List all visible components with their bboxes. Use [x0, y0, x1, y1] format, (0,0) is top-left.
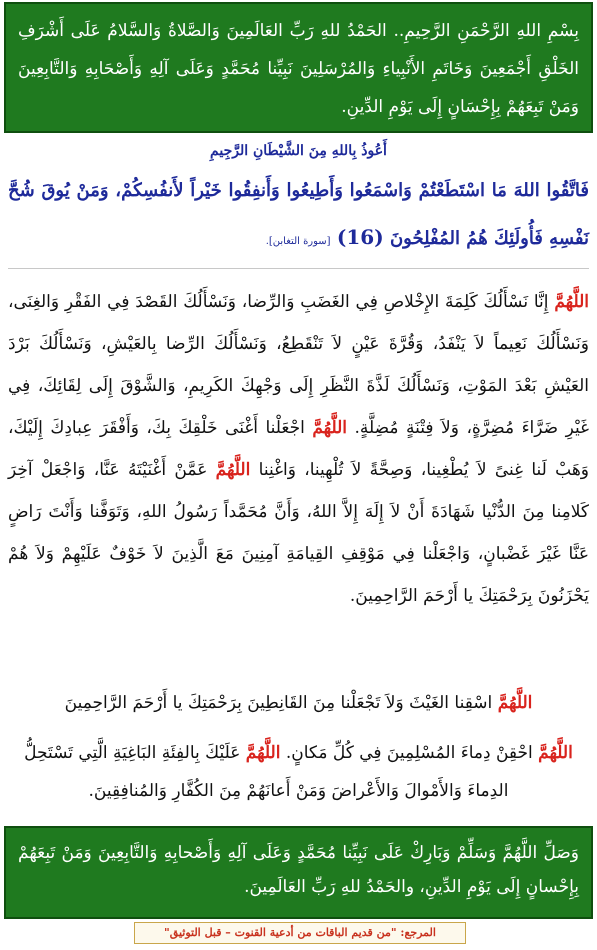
dua-main-part-2: اجْعَلْنا أَغْنَى خَلْقِكَ بِكَ، وَأَفْقَرَ عِبادِكَ إِلَيْكَ، وَهَبْ لَنا غِنىً لاَ يُطْغِينا، وَصِحَّةً لاَ تُلْهِينا، وَاغْنِنا: [8, 418, 589, 480]
allahumma-word: اللَّهُمَّ: [554, 292, 589, 312]
footer-closing-box: [4, 826, 593, 919]
dua-rain-line: [8, 688, 589, 718]
verse-number: (16): [336, 225, 384, 249]
quran-verse: [8, 168, 589, 265]
allahumma-word: اللَّهُمَّ: [538, 743, 573, 763]
reference-citation: المرجع: "من قديم الباقات من أدعية القنوت – قبل التوثيق": [134, 922, 466, 944]
dua-protect-part-2: عَلَيْكَ بِالفِئَةِ البَاغِيَةِ الَّتِي تَسْتَحِلُّ الدِماءَ وَالأَمْوالَ وَالأَعْراضَ وَمَنْ أَعانَهُمْ مِنَ الكُفَّارِ وَالمُنافِقِينَ.: [24, 743, 509, 801]
dua-protect-paragraph: [8, 734, 589, 810]
allahumma-word: اللَّهُمَّ: [245, 743, 281, 763]
dua-main-paragraph: [8, 281, 589, 617]
dua-main-part-3: عَمَّنْ أَغْنَيْتَهُ عَنَّا، وَاجْعَلْ آخِرَ كَلامِنا مِنَ الدُّنْيا شَهَادَةَ أَنْ لاَ إِلَهَ إِلاَّ اللهُ، وَأَنَّ مُحَمَّداً رَسُولُ اللهِ، وَتَوَفَّنا وَأَنْتَ رَاضٍ عَنَّا غَيْرَ غَضْبانٍ، وَاجْعَلْنا فِي مَوْقِفِ القِيامَةِ آمِنِينَ مَعَ الَّذِينَ لاَ خَوْفٌ عَلَيْهِمْ وَلاَ هُمْ يَحْزَنُونَ بِرَحْمَتِكَ يا أَرْحَمَ الرَّاحِمِينَ.: [8, 460, 589, 606]
allahumma-word: اللَّهُمَّ: [312, 418, 348, 438]
dua-protect-part-1: احْقِنْ دِماءَ المُسْلِمِينَ فِي كُلِّ مَكانٍ.: [280, 743, 539, 763]
header-opening-text: بِسْمِ اللهِ الرَّحْمَنِ الرَّحِيمِ.. الحَمْدُ للهِ رَبِّ العَالَمِينَ وَالصَّلاةُ وَالسَّلامُ عَلَى أَشْرَفِ الخَلْقِ أَجْمَعِينَ وَخَاتَمِ الأَنْبِياءِ وَالمُرْسَلِينَ نَبِيِّنا مُحَمَّدٍ وَعَلَى آلِهِ وَأَصْحَابِهِ وَالتَّابِعِينَ وَمَنْ تَبِعَهُمْ بِإِحْسَانٍ إِلَى يَوْمِ الدِّينِ.: [18, 21, 579, 117]
allahumma-word: اللَّهُمَّ: [497, 693, 533, 713]
verse-text: فَاتَّقُوا اللهَ مَا اسْتَطَعْتُمْ وَاسْمَعُوا وَأَطِيعُوا وَأَنفِقُوا خَيْراً لأَنفُسِكُمْ، وَمَنْ يُوقَ شُحَّ نَفْسِهِ فَأُولَئِكَ هُمُ المُفْلِحُونَ: [8, 180, 589, 249]
dua-main-part-1: إِنَّا نَسْأَلُكَ كَلِمَةَ الإِخْلاصِ فِي الغَضَبِ وَالرِّضا، وَنَسْأَلُكَ القَصْدَ فِي الفَقْرِ وَالغِنَى، وَنَسْأَلُكَ نَعِيماً لاَ يَنْفَدُ، وَقُرَّةَ عَيْنٍ لاَ تَنْقَطِعُ، وَنَسْأَلُكَ الرِّضا بِالعَيْشِ، وَنَسْأَلُكَ بَرْدَ العَيْشِ بَعْدَ المَوْتِ، وَنَسْأَلُكَ لَذَّةَ النَّظَرِ إِلَى وَجْهِكَ الكَرِيمِ، وَالشَّوْقَ إِلَى لِقَائِكَ، فِي غَيْرِ ضَرَّاءَ مُضِرَّةٍ، وَلاَ فِتْنَةٍ مُضِلَّةٍ.: [8, 292, 589, 438]
allahumma-word: اللَّهُمَّ: [215, 460, 251, 480]
dua-rain-text: اسْقِنا الغَيْثَ وَلاَ تَجْعَلْنا مِنَ القَانِطِينَ بِرَحْمَتِكَ يا أَرْحَمَ الرَّاحِمِينَ: [64, 693, 498, 713]
section-divider: [8, 268, 589, 269]
taawwudh-line: أَعُوذُ بِاللهِ مِنَ الشَّيْطَانِ الرَّجِيمِ: [210, 143, 387, 159]
surah-reference: [سورة التغابن].: [265, 236, 331, 247]
header-opening-box: [4, 2, 593, 133]
footer-closing-text: وَصَلِّ اللَّهُمَّ وَسَلِّمْ وَبَارِكْ عَلَى نَبِيِّنا مُحَمَّدٍ وَعَلَى آلِهِ وَأَصْحابِهِ وَالتَّابِعِينَ وَمَنْ تَبِعَهُمْ بِإِحْسانٍ إِلَى يَوْمِ الدِّينِ، والحَمْدُ للهِ رَبِّ العَالَمِينَ.: [18, 843, 579, 897]
